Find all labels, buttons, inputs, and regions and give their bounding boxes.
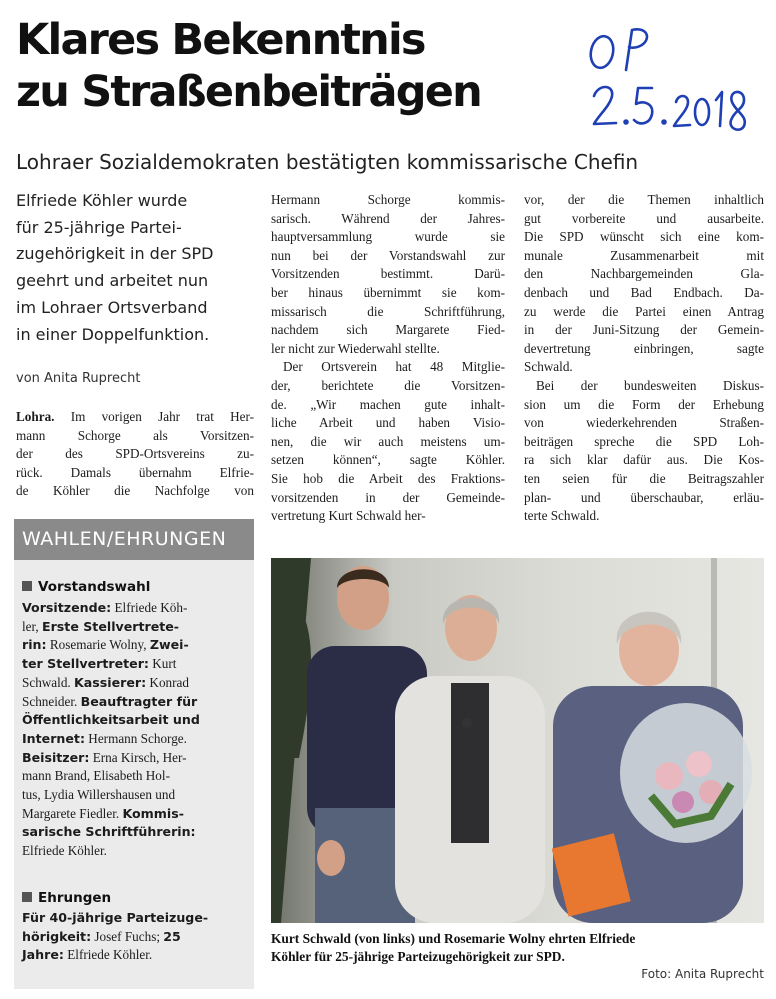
intro-line: in einer Doppelfunktion. — [16, 324, 210, 344]
article-line: hauptversammlung wurde sie — [271, 229, 505, 245]
section-title-vorstandswahl — [22, 579, 150, 595]
intro-line: im Lohraer Ortsverband — [16, 297, 208, 317]
info-box-key: Für 40-jährige Parteizuge- — [22, 910, 209, 925]
intro-line: zugehörigkeit in der SPD — [16, 244, 214, 264]
article-line: sion um die Form der Erhebung — [524, 396, 764, 412]
section-title-ehrungen — [22, 890, 111, 906]
photo-credit: Foto: Anita Ruprecht — [641, 967, 764, 981]
article-text: Im vorigen Jahr trat Her- — [54, 409, 254, 424]
article-line: ten seien für die Beitragszahler — [524, 470, 764, 486]
article-line: nun bei der Vorstandswahl zur — [271, 247, 505, 263]
article-line: in der Juni-Sitzung der Gemein- — [524, 322, 764, 338]
info-box-key: 25 — [163, 928, 181, 944]
headline-line: zu Straßenbeiträgen — [16, 67, 481, 117]
article-line: de Köhler die Nachfolge von — [16, 483, 254, 499]
info-box-key: ter Stellvertreter: — [22, 656, 149, 672]
section-title-text: Vorstandswahl — [38, 579, 151, 595]
article-line: ler nicht zur Wiederwahl stellte. — [271, 340, 440, 356]
headline — [16, 14, 576, 118]
info-box-value: Schneider. — [22, 693, 81, 709]
info-box-value: Hermann Schorge. — [85, 730, 187, 746]
article-line: Die SPD wünscht sich eine kom- — [524, 229, 764, 245]
info-box-key: Beisitzer: — [22, 749, 90, 765]
article-line: der des SPD-Ortsvereins zu- — [16, 446, 254, 462]
article-line: von wiederkehrenden Straßen- — [524, 415, 764, 431]
article-line: Vorsitzenden bestimmt. Darü- — [271, 266, 505, 282]
info-box-key: hörigkeit: — [22, 928, 92, 944]
info-box-value: Elfriede Köhler. — [63, 947, 153, 963]
headline-line: Klares Bekenntnis — [16, 15, 425, 65]
article-line: Sie hob die Arbeit des Fraktions- — [271, 470, 505, 486]
caption-line: Kurt Schwald (von links) und Rosemarie Wolny ehrten Elfriede — [271, 931, 636, 946]
info-box-key: Jahre: — [22, 947, 64, 963]
article-line — [16, 408, 254, 427]
article-line: Hermann Schorge kommis- — [271, 192, 505, 207]
info-box-key: Beauftragter für — [80, 693, 198, 709]
article-line: Schwald. — [524, 359, 573, 375]
info-box-line — [22, 805, 248, 824]
info-box-value: Elfriede Köh- — [111, 600, 188, 615]
article-line: missarisch die Schriftführung, — [271, 303, 505, 319]
caption-line: Köhler für 25-jährige Parteizugehörigkeit zur SPD. — [271, 949, 565, 964]
info-box-header: WAHLEN/EHRUNGEN — [14, 519, 254, 560]
dateline-place: Lohra. — [16, 409, 55, 424]
article-column-1 — [16, 408, 254, 501]
article-line: Bei der bundesweiten Diskus- — [536, 377, 764, 393]
info-box-line — [22, 749, 248, 768]
info-box-key: Öffentlichkeitsarbeit und — [22, 712, 200, 728]
info-box-value: tus, Lydia Willershausen und — [22, 787, 176, 803]
article-line: sarisch. Während der Jahres- — [271, 210, 505, 226]
article-line: ra sich klar dafür aus. Die Kos- — [524, 452, 764, 468]
section-body-vorstandswahl — [22, 599, 248, 861]
article-column-3 — [524, 191, 764, 526]
info-box-value: mann Brand, Elisabeth Hol- — [22, 768, 170, 784]
article-photo — [271, 558, 764, 923]
info-box-line — [22, 674, 248, 693]
info-box-line — [22, 599, 248, 618]
article-line: vertretung Kurt Schwald her- — [271, 508, 426, 524]
info-box-key: rin: — [22, 637, 47, 653]
article-line: beiträgen spreche die SPD Loh- — [524, 433, 764, 449]
intro-line: für 25-jährige Partei- — [16, 217, 182, 237]
info-box-value: ler, — [22, 618, 42, 634]
info-box-value: Rosemarie Wolny, — [46, 637, 150, 653]
article-line: denbach und Bad Endbach. Da- — [524, 284, 764, 300]
intro-text — [16, 188, 266, 348]
article-line: setzen können“, sagte Köhler. — [271, 452, 505, 468]
article-line: munale Zusammenarbeit mit — [524, 247, 764, 263]
article-line: nachdem sich Margarete Fied- — [271, 322, 505, 338]
info-box-value: Erna Kirsch, Her- — [89, 749, 187, 765]
article-line: den Nachbargemeinden Gla- — [524, 266, 764, 282]
info-box-key: Erste Stellvertrete- — [41, 618, 180, 634]
article-line: zu werde die Partei einen Antrag — [524, 303, 764, 319]
info-box-line — [22, 693, 248, 712]
article-line: de. „Wir machen gute inhalt- — [271, 396, 505, 412]
info-box-value: Konrad — [146, 674, 189, 690]
intro-line: Elfriede Köhler wurde — [16, 191, 188, 210]
info-box-line — [22, 928, 248, 947]
article-line: rück. Damals übernahm Elfrie- — [16, 464, 254, 480]
article-line: ber hinaus übernimmt sie kom- — [271, 284, 505, 300]
info-box-key: Zwei- — [149, 637, 189, 653]
article-line: der, berichtete die Vorsitzen- — [271, 377, 505, 393]
subheadline: Lohraer Sozialdemokraten bestätigten kommissarische Chefin — [16, 150, 639, 174]
info-box-key: Kommis- — [122, 805, 184, 821]
section-body-ehrungen — [22, 909, 248, 965]
info-box-line — [22, 730, 248, 749]
section-title-text: Ehrungen — [38, 890, 112, 906]
info-box-key: Kassierer: — [74, 674, 147, 690]
article-line: nen, die wir auch meistens um- — [271, 433, 505, 449]
info-box-value: Margarete Fiedler. — [22, 805, 123, 821]
info-box-line — [22, 823, 248, 842]
intro-line: geehrt und arbeitet nun — [16, 271, 209, 291]
article-line: vor, der die Themen inhaltlich — [524, 192, 764, 207]
article-line: mann Schorge als Vorsitzen- — [16, 427, 254, 443]
info-box-line — [22, 618, 248, 637]
article-line: liche Arbeit und haben Visio- — [271, 415, 505, 431]
article-line: devertretung einbringen, sagte — [524, 340, 764, 356]
info-box-key: sarische Schriftführerin: — [22, 824, 196, 840]
article-line: plan- und überschaubar, erläu- — [524, 489, 764, 505]
info-box — [14, 519, 254, 989]
info-box-line — [22, 655, 248, 674]
info-box-key: Internet: — [22, 730, 85, 746]
info-box-line — [22, 767, 248, 786]
info-box-value: Elfriede Köhler. — [22, 843, 107, 859]
info-box-line — [22, 946, 248, 965]
info-box-line — [22, 711, 248, 730]
article-line: terte Schwald. — [524, 508, 600, 524]
info-box-line — [22, 636, 248, 655]
info-box-value: Josef Fuchs; — [91, 928, 164, 944]
bullet-square-icon — [22, 581, 32, 591]
handwritten-annotation — [588, 22, 758, 142]
info-box-value: Schwald. — [22, 674, 75, 690]
bullet-square-icon — [22, 892, 32, 902]
info-box-value: Kurt — [148, 656, 177, 672]
byline: von Anita Ruprecht — [16, 371, 141, 386]
info-box-line — [22, 842, 248, 861]
info-box-key: Vorsitzende: — [22, 600, 112, 615]
article-column-2 — [271, 191, 505, 526]
article-line: Der Ortsverein hat 48 Mitglie- — [283, 359, 505, 375]
info-box-line — [22, 786, 248, 805]
article-line: vorsitzenden in der Gemeinde- — [271, 489, 505, 505]
article-line: gut vorbereite und ausarbeite. — [524, 210, 764, 226]
info-box-line — [22, 909, 248, 928]
photo-caption — [271, 930, 766, 966]
